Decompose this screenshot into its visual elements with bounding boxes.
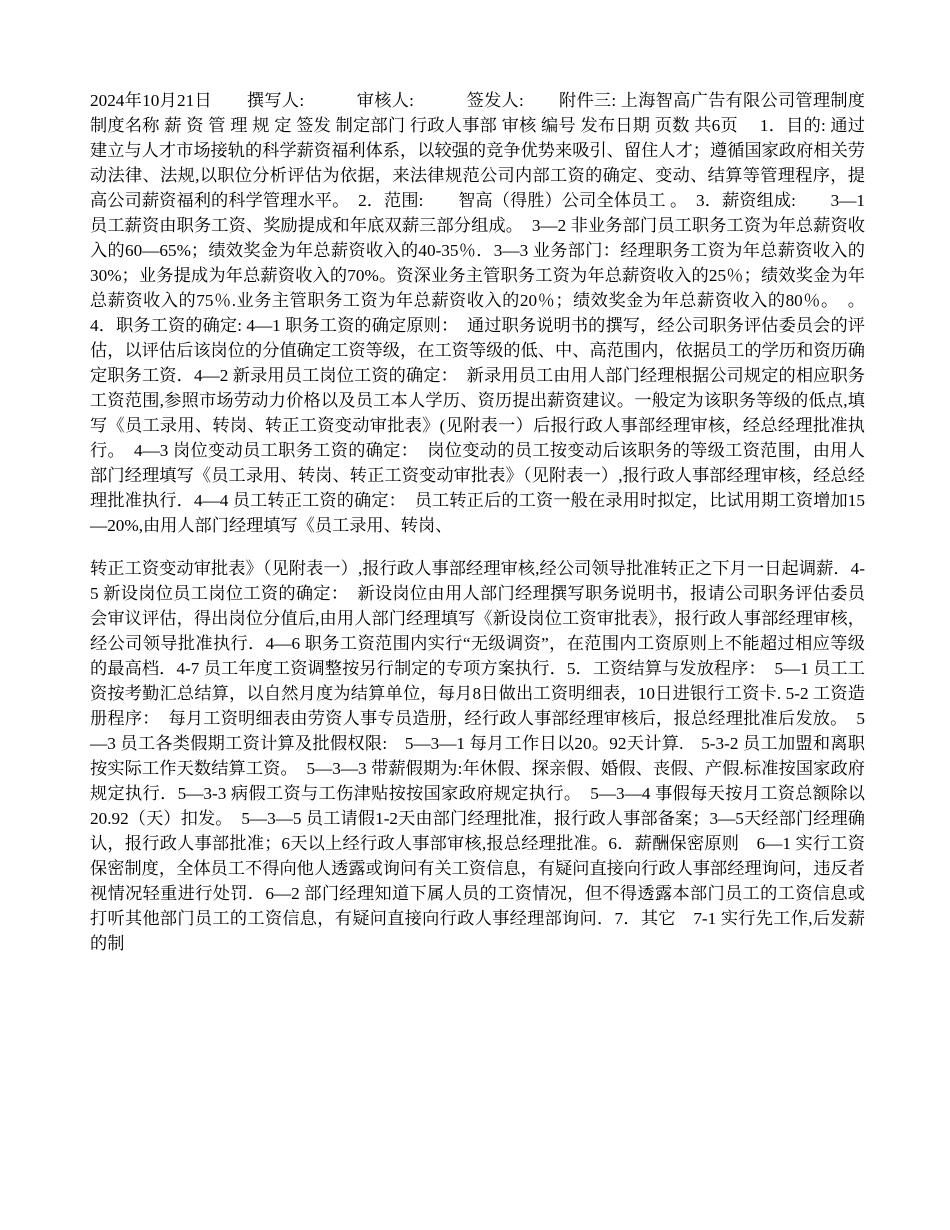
document-paragraph-2: 转正工资变动审批表》（见附表一）,报行政人事部经理审核,经公司领导批准转正之下月一日起调薪．4-5 新设岗位员工岗位工资的确定： 新设岗位由用人部门经理撰写职务说明书，报请公司职务评估委员会审议评估，得出岗位分值后,由用人部门经理填写《新设岗位工资审批表》，报行政人事部经理审核，经公司领导批准执行．4—6 职务工资范围内实行“无级调资”，在范围内工资原则上不能超过相应等级的最高档．4-7 员工年度工资调整按另行制定的专项方案执行．5．工资结算与发放程序： 5—1 员工工资按考勤汇总结算，以自然月度为结算单位，每月8日做出工资明细表，10日进银行工资卡. 5-2 工资造册程序： 每月工资明细表由劳资人事专员造册，经行政人事部经理审核后，报总经理批准后发放。 5—3 员工各类假期工资计算及批假权限: 5—3—1 每月工作日以20。92天计算. 5-3-2 员工加盟和离职按实际工作天数结算工资。 5—3—3 带薪假期为:年休假、探亲假、婚假、丧假、产假.标准按国家政府规定执行．5—3-3 病假工资与工伤津贴按按国家政府规定执行。 5—3—4 事假每天按月工资总额除以20.92（天）扣发。 5—3—5 员工请假1-2天由部门经理批准，报行政人事部备案；3—5天经部门经理确认，报行政人事部批准；6天以上经行政人事部审核,报总经理批准。6．薪酬保密原则 6—1 实行工资保密制度，全体员工不得向他人透露或询问有关工资信息，有疑问直接向行政人事部经理询问，违反者视情况轻重进行处罚．6—2 部门经理知道下属人员的工资情况，但不得透露本部门员工的工资信息或打听其他部门员工的工资信息，有疑问直接向行政人事经理部询问．7．其它 7-1 实行先工作,后发薪的制	[90, 559, 865, 953]
document-paragraph-1: 2024年10月21日 撰写人: 审核人: 签发人: 附件三: 上海智高广告有限公司管理制度 制度名称 薪 资 管 理 规 定 签发 制定部门 行政人事部 审核 编号 发布日期 页数 共6页 1．目的: 通过建立与人才市场接轨的科学薪资福利体系，以较强的竞争优势来吸引、留住人才；遵循国家政府相关劳动法律、法规,以职位分析评估为依据，来法律规范公司内部工资的确定、变动、结算等管理程序，提高公司薪资福利的科学管理水平。 2．范围: 智高（得胜）公司全体员工 。 3．薪资组成: 3—1 员工薪资由职务工资、奖励提成和年底双薪三部分组成。 3—2 非业务部门员工职务工资为年总薪资收入的60—65%；绩效奖金为年总薪资收入的40-35％．3—3 业务部门：经理职务工资为年总薪资收入的30%；业务提成为年总薪资收入的70%。资深业务主管职务工资为年总薪资收入的25％；绩效奖金为年总薪资收入的75％.业务主管职务工资为年总薪资收入的20％；绩效奖金为年总薪资收入的80％。 。 4．职务工资的确定: 4—1 职务工资的确定原则： 通过职务说明书的撰写，经公司职务评估委员会的评估，以评估后该岗位的分值确定工资等级，在工资等级的低、中、高范围内，依据员工的学历和资历确定职务工资．4—2 新录用员工岗位工资的确定： 新录用员工由用人部门经理根据公司规定的相应职务工资范围,参照市场劳动力价格以及员工本人学历、资历提出薪资建议。一般定为该职务等级的低点,填写《员工录用、转岗、转正工资变动审批表》(见附表一）后报行政人事部经理审核，经总经理批准执行。 4—3 岗位变动员工职务工资的确定： 岗位变动的员工按变动后该职务的等级工资范围，由用人部门经理填写《员工录用、转岗、转正工资变动审批表》（见附表一）,报行政人事部经理审核，经总经理批准执行．4—4 员工转正工资的确定： 员工转正后的工资一般在录用时拟定，比试用期工资增加15—20%,由用人部门经理填写《员工录用、转岗、	[90, 91, 900, 535]
document-body	[90, 88, 900, 956]
